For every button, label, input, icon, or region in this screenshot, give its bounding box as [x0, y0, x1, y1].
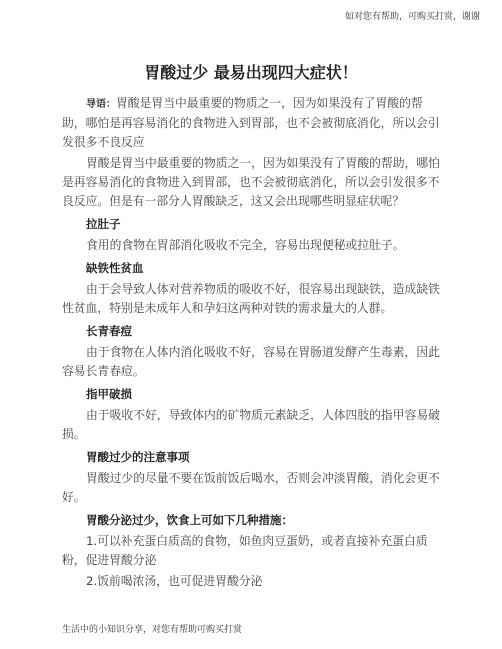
section-text: 由于食物在人体内消化吸收不好，容易在胃肠道发酵产生毒素，因此容易长青春痘。	[62, 345, 440, 378]
article-body	[62, 94, 444, 593]
section-heading: 缺铁性贫血	[86, 261, 144, 275]
page-title: 胃酸过少 最易出现四大症状！	[144, 63, 358, 82]
measures-heading: 胃酸分泌过少，饮食上可如下几种措施：	[86, 513, 293, 527]
body-paragraph: 胃酸是胃当中最重要的物质之一，因为如果没有了胃酸的帮助，哪怕是再容易消化的食物进入到胃部，也不会被彻底消化，所以会引发很多不良反应。但是有一部分人胃酸缺乏，这又会出现哪些明显症状呢？	[62, 156, 440, 208]
section-text: 食用的食物在胃部消化吸收不完全，容易出现便秘或拉肚子。	[86, 238, 405, 252]
intro-paragraph	[62, 94, 444, 152]
footer-note: 生活中的小知识分享，对您有帮助可购买打赏	[62, 625, 243, 635]
section-text: 由于吸收不好，导致体内的矿物质元素缺乏，人体四肢的指甲容易破损。	[62, 408, 440, 441]
section-heading: 胃酸过少的注意事项	[86, 450, 190, 464]
section-heading: 长青春痘	[86, 324, 132, 338]
section-heading: 指甲破损	[86, 387, 132, 401]
section-text: 胃酸过少的尽量不要在饭前饭后喝水，否则会冲淡胃酸，消化会更不好。	[62, 471, 440, 504]
section-text: 由于会导致人体对营养物质的吸收不好，很容易出现缺铁，造成缺铁性贫血，特别是未成年人和孕妇这两种对铁的需求量大的人群。	[62, 282, 440, 315]
intro-label: 导语：	[86, 99, 116, 110]
intro-text: 胃酸是胃当中最重要的物质之一，因为如果没有了胃酸的帮助，哪怕是再容易消化的食物进入到胃部，也不会被彻底消化，所以会引发很多不良反应	[62, 96, 440, 149]
measure-item: 1.可以补充蛋白质高的食物，如鱼肉豆蛋奶，或者直接补充蛋白质粉，促进胃酸分泌	[62, 534, 428, 567]
measure-item: 2.饭前喝浓汤，也可促进胃酸分泌	[86, 574, 263, 588]
header-note: 如对您有帮助，可购买打赏，谢谢	[344, 12, 480, 22]
section-heading: 拉肚子	[86, 217, 121, 231]
